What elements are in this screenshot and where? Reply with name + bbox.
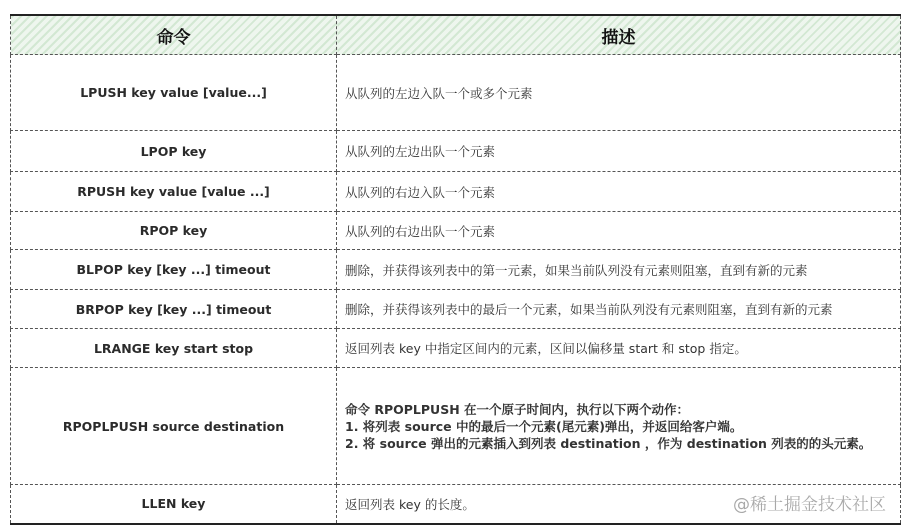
description-cell: 从队列的左边入队一个或多个元素 [337, 55, 901, 131]
command-cell: RPUSH key value [value ...] [11, 172, 337, 212]
description-line: 2. 将 source 弹出的元素插入到列表 destination ，作为 destination 列表的的头元素。 [345, 435, 872, 451]
table-row [11, 368, 901, 485]
header-command: 命令 [11, 15, 337, 55]
table-row [11, 131, 901, 172]
command-cell: BRPOP key [key ...] timeout [11, 290, 337, 329]
redis-list-commands-table [10, 14, 901, 525]
header-description: 描述 [337, 15, 901, 55]
table-row [11, 329, 901, 368]
command-cell: LPUSH key value [value...] [11, 55, 337, 131]
description-cell: 从队列的左边出队一个元素 [337, 131, 901, 172]
description-cell [337, 368, 901, 485]
description-line: 1. 将列表 source 中的最后一个元素(尾元素)弹出，并返回给客户端。 [345, 418, 743, 434]
description-line: 命令 RPOPLPUSH 在一个原子时间内，执行以下两个动作： [345, 401, 690, 417]
command-cell: LLEN key [11, 485, 337, 524]
description-cell: 删除，并获得该列表中的第一元素，如果当前队列没有元素则阻塞，直到有新的元素 [337, 250, 901, 290]
watermark: @稀土掘金技术社区 [733, 495, 886, 515]
command-cell: LPOP key [11, 131, 337, 172]
command-cell: BLPOP key [key ...] timeout [11, 250, 337, 290]
description-cell: 从队列的右边入队一个元素 [337, 172, 901, 212]
table-row [11, 55, 901, 131]
description-cell: 删除，并获得该列表中的最后一个元素，如果当前队列没有元素则阻塞，直到有新的元素 [337, 290, 901, 329]
command-cell: RPOP key [11, 212, 337, 250]
description-cell: 返回列表 key 中指定区间内的元素，区间以偏移量 start 和 stop 指定。 [337, 329, 901, 368]
command-cell: RPOPLPUSH source destination [11, 368, 337, 485]
table-row [11, 172, 901, 212]
description-cell: 从队列的右边出队一个元素 [337, 212, 901, 250]
table-row [11, 290, 901, 329]
table-row [11, 212, 901, 250]
table-header-row [11, 15, 901, 55]
description-cell: 返回列表 key 的长度。 [337, 485, 901, 524]
table-row [11, 250, 901, 290]
command-cell: LRANGE key start stop [11, 329, 337, 368]
